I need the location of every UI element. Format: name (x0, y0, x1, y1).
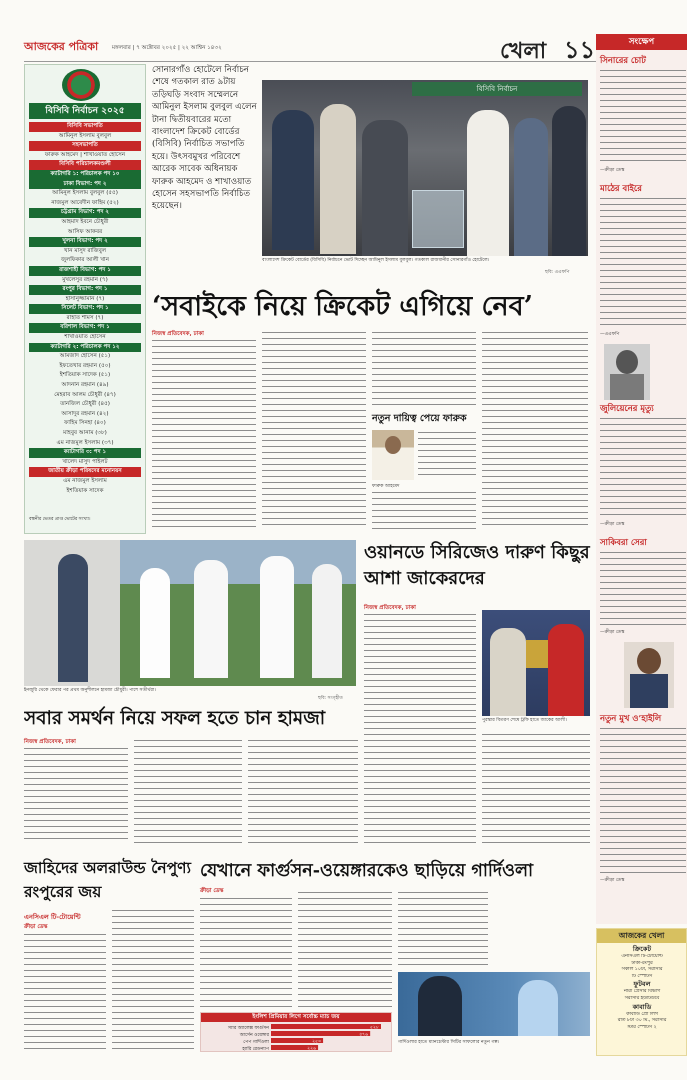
rangpur-headline: জাহিদের অলরাউন্ড নৈপুণ্য রংপুরের জয় (24, 858, 191, 901)
lead-photo (262, 80, 588, 256)
today-games-line: নারী প্রেসার বিভাগ (623, 989, 661, 995)
masthead (24, 34, 687, 62)
today-games-list (601, 945, 683, 1055)
wins-chart-title: ইংলিশ প্রিমিয়ার লিগে সর্বোচ্চ ম্যাচ জয় (201, 1013, 391, 1022)
bcb-member: জুলফিকার আলী খান (61, 257, 109, 264)
bcb-member: নাজমুল আবেদীন ফাহিম (৫২) (51, 199, 119, 206)
rangpur-body-col-1 (24, 932, 106, 1054)
rangpur-byline: ক্রীড়া ডেস্ক (24, 924, 48, 930)
guardiola-photo-caption: গার্দিওলার হাতে ম্যানচেস্টার সিটির সাফল্যের নতুন গল্প। (398, 1040, 500, 1045)
bcb-member: এম নাজমুল ইসলাম (৩৭) (56, 439, 114, 446)
hamza-headline: সবার সমর্থন নিয়ে সফল হতে চান হামজা (24, 708, 326, 729)
ohailey-photo (624, 642, 674, 708)
sidebar-item-body (600, 68, 686, 166)
sidebar-item-body (600, 726, 686, 876)
lead-photo-caption: বাংলাদেশ ক্রিকেট বোর্ডের (বিসিবি) নির্বাচনে ভোট দিচ্ছেন আমিনুল ইসলাম বুলবুল। গতকাল রাজধানীর সোনারগাঁও হোটেলে। (262, 258, 490, 263)
wins-bar-label: পেপ গার্দিওলা (243, 1040, 269, 1045)
bcb-member: খালেদ মাসুদ পাইলট (62, 458, 108, 465)
bcb-result-list (29, 122, 141, 514)
sidebar-item-title: নতুন মুখ ও’হাইলি (600, 713, 662, 723)
bcb-category-heading: ক্যাটাগরি ১: পরিচালক পদ ১০ (29, 170, 141, 180)
guardiola-body-col-1 (200, 896, 292, 1010)
guardiola-body-col-2 (298, 890, 392, 1010)
bcb-category-heading: রাজশাহী বিভাগ: পদ ১ (29, 266, 141, 276)
wins-chart-plot (201, 1023, 391, 1052)
bcb-category-heading: সিলেট বিভাগ: পদ ১ (29, 304, 141, 314)
bcb-category-heading: ক্যাটাগরি ৩: পদ ১ (29, 448, 141, 458)
sidebar-item-signoff: —ক্রীড়া ডেস্ক (600, 878, 625, 883)
bcb-section-heading: জাতীয় ক্রীড়া পরিষদের মনোনয়ন (29, 467, 141, 477)
bcb-category-heading: রংপুর বিভাগ: পদ ১ (29, 285, 141, 295)
westindies-byline: নিজস্ব প্রতিবেদক, ঢাকা (364, 605, 416, 611)
bcb-member: আমজাদ হোসেন (৫১) (59, 353, 111, 360)
today-games-line: রাত ৮টা ৩০ মি., সরাসরি (617, 1018, 667, 1024)
bcb-member: ইশতিয়াক সাদেক (৫১) (59, 372, 111, 379)
bcb-section-heading: সহসভাপতি (29, 141, 141, 151)
bcb-member: ইফতেখার রহমান (৫০) (59, 362, 111, 369)
westindies-headline: ওয়ানডে সিরিজেও দারুণ কিছুর আশা জাকেরদের (364, 542, 590, 589)
wins-bar-label: আর্সেন ওয়েঙ্গার (239, 1033, 269, 1038)
issue-date: মঙ্গলবার | ৭ অক্টোবর ২০২৫ | ২২ আশ্বিন ১৪৩২ (112, 45, 222, 51)
bcb-member: খান মাসুদ রাজিবুল (63, 247, 107, 254)
guardiola-headline: যেখানে ফার্গুসন-ওয়েঙ্গারকেও ছাড়িয়ে গার্দিওলা (200, 861, 534, 881)
hamza-photo (24, 540, 356, 686)
bcb-section-heading: বিসিবি পরিচালকমণ্ডলী (29, 160, 141, 170)
today-games-line: ঢাকা-রংপুর (631, 960, 653, 966)
ballot-box (412, 190, 464, 248)
inset-headline: নতুন দায়িত্ব পেয়ে ফারুক (372, 413, 467, 424)
wins-bar-value: ৫২৮ (370, 1025, 379, 1031)
bcb-section-heading: বিসিবি সভাপতি (29, 122, 141, 132)
today-games-box (596, 928, 687, 1056)
today-games-header: আজকের খেলা (597, 929, 686, 943)
sidebar-item-signoff: —এএফপি (600, 332, 620, 337)
lead-body-col-3 (372, 330, 476, 406)
today-games-line: সকাল ১০টা, সরাসরি (621, 967, 663, 973)
inset-body-2 (372, 490, 476, 530)
bcb-member: ইশতিয়াক সাদেক (66, 487, 104, 494)
bcb-member: তানজিল চৌধুরী (৪৫) (60, 401, 110, 408)
sidebar-item-signoff: —ক্রীড়া ডেস্ক (600, 168, 625, 173)
wins-chart (200, 1012, 392, 1052)
hamza-photo-caption: ইনজুরি থেকে ফেরার পর প্রথম অনুশীলনে হামজা চৌধুরী। পাশে সতীর্থরা। (24, 688, 156, 693)
sidebar-item-title: মাঠের বাইরে (600, 183, 642, 193)
wins-bar-label: স্যার অ্যালেক্স ফার্গুসন (228, 1026, 269, 1031)
wins-bar (271, 1024, 381, 1029)
photo-banner: বিসিবি নির্বাচন (412, 82, 582, 96)
inset-body (418, 430, 476, 480)
hamza-photo-credit: ছবি: সংগৃহীত (318, 696, 343, 701)
guardiola-byline: ক্রীড়া ডেস্ক (200, 888, 224, 894)
hamza-body-col-3 (248, 738, 358, 844)
wins-bar (271, 1031, 370, 1036)
rangpur-body-col-2 (112, 908, 194, 1054)
today-games-line: টি স্পোর্টস (631, 973, 653, 979)
bcb-category-heading: ক্যাটাগরি ২: পরিচালক পদ ১২ (29, 343, 141, 353)
sidebar-item-title: জুলিয়েনের মৃত্যু (600, 403, 654, 413)
sidebar-item-body (600, 416, 686, 520)
today-games-sport: কাবাডি (632, 1002, 652, 1011)
bcb-member: আসিফ আকবর (67, 228, 103, 235)
section-title: খেলা (500, 38, 547, 64)
bcb-member: আদনান রহমান (৪৯) (61, 382, 109, 389)
bcb-member: মাহবুব আনাম (৩৮) (63, 430, 107, 436)
sidebar-header: সংক্ষেপ (596, 34, 687, 50)
lead-byline: নিজস্ব প্রতিবেদক, ঢাকা (152, 331, 204, 337)
today-games-line: সরাসরি ইউটিউবে (624, 995, 660, 1001)
bcb-member: মুখলেসুর রহমান (৭) (62, 276, 108, 283)
westindies-photo-caption: পুরস্কার বিতরণ শেষে ট্রফি হাতে জাকের আলী। (482, 718, 567, 723)
today-games-line: এনসিএল টি-টোয়েন্টি (621, 954, 663, 959)
lead-body-col-4 (482, 330, 588, 530)
sidebar-item-signoff: —ক্রীড়া ডেস্ক (600, 522, 625, 527)
wins-bar-value: ৪৭৬ (359, 1032, 369, 1038)
bcb-category-heading: ঢাকা বিভাগ: পদ ২ (29, 180, 141, 190)
bcb-member: রাহাত শামস (৭) (66, 314, 104, 321)
sidebar-item-body (600, 550, 686, 628)
bcb-member: ফাহিম সিনহা (৪০) (64, 420, 106, 427)
lead-headline: ‘সবাইকে নিয়ে ক্রিকেট এগিয়ে নেব’ (152, 291, 534, 322)
today-games-line: স্টার স্পোর্টস ২ (627, 1024, 657, 1030)
westindies-photo (482, 610, 590, 716)
hamza-body-col-1 (24, 746, 128, 844)
inset-photo (372, 430, 414, 480)
bcb-member: হাসানুজ্জামান (৭) (65, 295, 105, 302)
sidebar-item-body (600, 196, 686, 330)
guardiola-body-col-3 (398, 890, 488, 968)
guardiola-photo (398, 972, 590, 1036)
bcb-category-heading: খুলনা বিভাগ: পদ ২ (29, 237, 141, 247)
bcb-member: শাখাওয়াত হোসেন (64, 334, 106, 341)
today-games-sport: ক্রিকেট (632, 945, 652, 953)
page-number: ১১ (564, 35, 596, 64)
bcb-member: আহমাদ ইবনে চৌধুরী (61, 218, 109, 225)
sidebar-item-signoff: —ক্রীড়া ডেস্ক (600, 630, 625, 635)
today-games-line: কাবাডি প্রো লিগ (626, 1011, 658, 1017)
inset-caption: ফারুক আহমেদ (372, 484, 400, 489)
bcb-footnote: বন্ধনীর ভেতর প্রাপ্ত ভোটের সংখ্যা। (29, 517, 91, 522)
julien-photo (604, 344, 650, 400)
paper-logo: আজকের পত্রিকা (24, 40, 99, 53)
bcb-category-heading: বরিশাল বিভাগ: পদ ১ (29, 323, 141, 333)
wins-bar-value: ২৫০ (312, 1039, 322, 1045)
bcb-member: আমিনুল ইসলাম বুলবুল (58, 132, 112, 139)
bcb-member: মেহরাব আলম চৌধুরী (৪৭) (54, 391, 116, 398)
bcb-member: ফারুক আহমেদ | শাখাওয়াত হোসেন (44, 151, 126, 158)
bcb-election-box (24, 64, 146, 534)
westindies-body-col-1 (364, 612, 476, 844)
wins-bar-value: ২২৬ (307, 1046, 317, 1052)
bcb-logo (62, 69, 100, 101)
westindies-body-col-2 (482, 732, 590, 844)
bcb-category-heading: চট্টগ্রাম বিভাগ: পদ ২ (29, 208, 141, 218)
lead-body-col-2 (262, 330, 366, 530)
sidebar-item-title: সাকিবরা সেরা (600, 537, 647, 547)
wins-bar-label: হ্যারি রেডন্যাপ (242, 1047, 269, 1052)
today-games-sport: ফুটবল (633, 980, 651, 989)
hamza-byline: নিজস্ব প্রতিবেদক, ঢাকা (24, 739, 76, 745)
lead-intro: সোনারগাঁও হোটেলে নির্বাচন শেষে গতকাল রাত ৯টায় তড়িঘড়ি সংবাদ সম্মেলনে আমিনুল ইসলাম বুলবুল এলেন টানা দ্বিতীয়বারের মতো বাংলাদেশ ক্রিকেট বোর্ডের (বিসিবি) নির্বাচিত সভাপতি হয়ে। উৎসবমুখর পরিবেশে আরেক সাবেক অধিনায়ক ফারুক আহমেদ ও শাখাওয়াত হোসেন সহসভাপতি নির্বাচিত হয়েছেন। (152, 65, 257, 212)
bcb-member: এম নাজমুল ইসলাম (63, 477, 107, 484)
lead-photo-credit: ছবি: এএফপি (545, 270, 570, 275)
sidebar-item-title: সিনারের চোট (600, 55, 646, 65)
rangpur-subhead: এনসিএল টি-টোয়েন্টি (24, 913, 81, 921)
lead-body-col-1 (152, 338, 256, 530)
bcb-member: আসাদুর রহমান (৪২) (61, 410, 109, 417)
bcb-box-title: বিসিবি নির্বাচন ২০২৫ (29, 103, 141, 119)
bcb-member: আমিনুল ইসলাম বুলবুল (৫৫) (52, 190, 118, 197)
hamza-body-col-2 (134, 738, 242, 844)
